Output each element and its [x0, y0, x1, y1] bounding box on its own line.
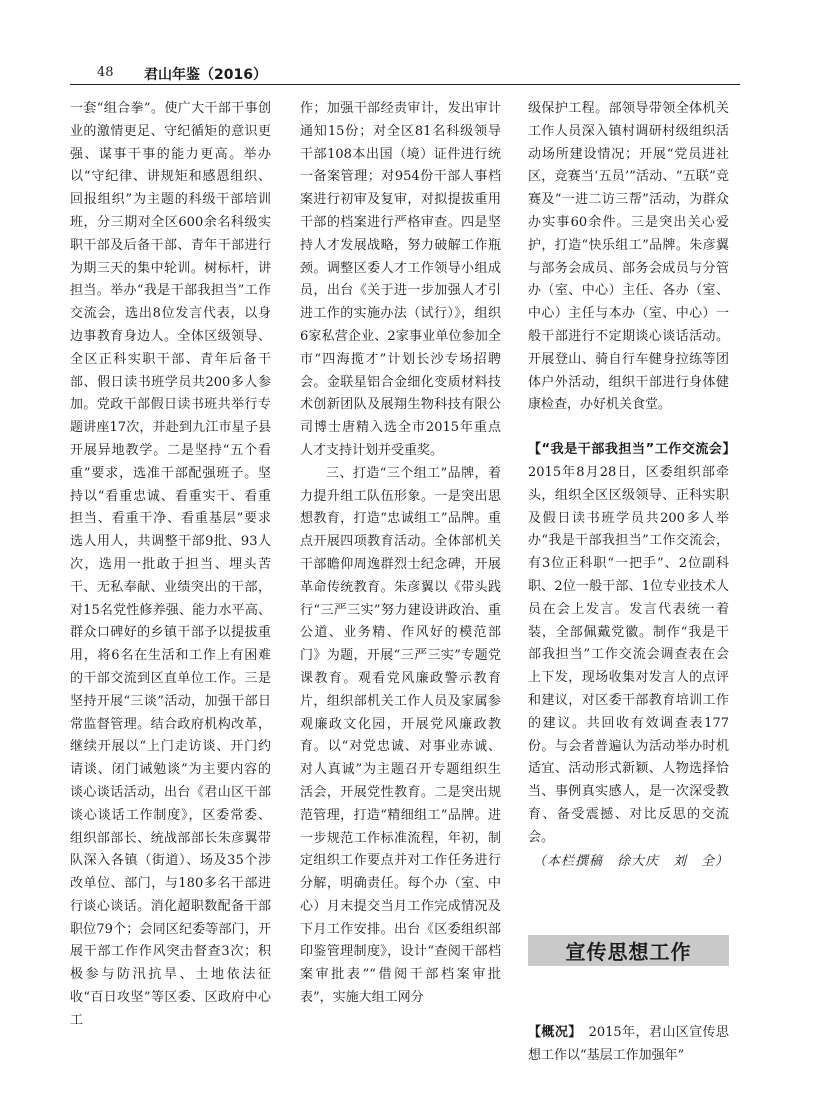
exchange-meeting-text: 2015年8月28日，区委组织部牵头，组织全区区级领导、正科实职及假日读书班学员共200多人举办“我是干部我担当”工作交流会，有3位正科职“一把手”、2位副科职、2位一般干部、1位专业技术人员在会上发言。发言代表统一着装，全部佩戴党徽。制作“我是干部我担当”工作交流会调查表在会上下发，现场收集对发言人的点评和建议，对区委干部教育培训工作的建议。共回收有效调查表177份。与会者普遍认为活动举办时机适宜、活动形式新颖、人物选择恰当、事例真实感人，是一次深受教育、备受震撼、对比反思的交流会。: [528, 464, 729, 845]
page-header: [70, 64, 740, 86]
column-2-paragraph-2: 三、打造“三个组工”品牌，着力提升组工队伍形象。一是突出思想教育，打造“忠诚组工”品牌。重点开展四项教育活动。全体部机关干部瞻仰周逸群烈士纪念碑，开展革命传统教育。朱彦翼以《带头践行“三严三实”努力建设讲政治、重公道、业务精、作风好的模范部门》为题，开展“三严三实”专题党课教育。观看党风廉政警示教育片，组织部机关工作人员及家属参观廉政文化园，开展党风廉政教育。以“对党忠诚、对事业赤诚、对人真诚”为主题召开专题组织生活会，开展党性教育。二是突出规范管理，打造“精细组工”品牌。进一步规范工作标准流程，年初，制定组织工作要点并对工作任务进行分解，明确责任。每个办（室、中心）月末提交当月工作完成情况及下月工作安排。出台《区委组织部印鉴管理制度》，设计“查阅干部档案审批表”“借阅干部档案审批表”，实施大组工网分: [300, 465, 501, 1006]
header-rule: [70, 84, 740, 85]
overview-text: 2015年，君山区宣传思想工作以“基层工作加强年”: [528, 1025, 729, 1063]
column-2: [300, 98, 501, 1010]
section-heading: 宣传思想工作: [528, 935, 729, 966]
exchange-meeting-tag: 【“我是干部我担当”工作交流会】: [528, 442, 729, 458]
column-2-paragraph-1: 作；加强干部经责审计，发出审计通知15份；对全区81名科级领导干部108本出国（境）证件进行统一备案管理；对954份干部人事档案进行初审及复审，对拟提拔重用干部的档案进行严格审查。四是坚持人才发展战略，努力破解工作瓶颈。调整区委人才工作领导小组成员，出台《关于进一步加强人才引进工作的实施办法（试行）》，组织6家私营企业、2家事业单位参加全市“四海揽才”计划长沙专场招聘会。金联星铝合金细化变质材料技术创新团队及展翔生物科技有限公司博士唐精入选全市2015年重点人才支持计划并受重奖。: [300, 101, 501, 458]
book-title: 君山年鉴（2016）: [144, 67, 267, 83]
column-1-text: 一套“组合拳”。使广大干部干事创业的激情更足、守纪循矩的意识更强、谋事干事的能力更高。举办以“守纪律、讲规矩和感恩组织、回报组织”为主题的科级干部培训班，分三期对全区600余名科级实职干部及后备干部、青年干部进行为期三天的集中轮训。树标杆，讲担当。举办“我是干部我担当”工作交流会，选出8位发言代表，以身边事教育身边人。全体区级领导、全区正科实职干部、青年后备干部、假日读书班学员共200多人参加。党政干部假日读书班共举行专题讲座17次，并赴到九江市星子县开展异地教学。二是坚持“五个看重”要求，选准干部配强班子。坚持以“看重忠诚、看重实干、看重担当、看重干净、看重基层”要求选人用人，共调整干部9批、93人次，选用一批敢于担当、埋头苦干、无私奉献、业绩突出的干部，对15名党性修养强、能力水平高、群众口碑好的乡镇干部予以提拔重用，将6名在生活和工作上有困难的干部交流到区直单位工作。三是坚持开展“三谈”活动，加强干部日常监督管理。结合政府机构改革，继续开展以“上门走访谈、开门约请谈、闭门诫勉谈”为主要内容的谈心谈话活动，出台《君山区干部谈心谈话工作制度》，区委常委、组织部部长、统战部部长朱彦翼带队深入各镇（街道）、场及35个涉改单位、部门，与180多名干部进行谈心谈话。消化超职数配备干部职位79个；会同区纪委等部门，开展干部工作作风突击督查3次；积极参与防汛抗旱、土地依法征收“百日攻坚”等区委、区政府中心工: [70, 101, 271, 1028]
column-3-paragraph-1: 级保护工程。部领导带领全体机关工作人员深入镇村调研村级组织活动场所建设情况；开展“党员进社区，竞赛当‘五员’”活动、“五联”竞赛及“一进二访三帮”活动，为群众办实事60余件。三是突出关心爱护，打造“快乐组工”品牌。朱彦翼与部务会成员、部务会成员与分管办（室、中心）主任、各办（室、中心）主任与本办（室、中心）一般干部进行不定期谈心谈话活动。开展登山、骑自行车健身拉练等团体户外活动，组织干部进行身体健康检查，办好机关食堂。: [528, 101, 729, 413]
page-number: 48: [97, 65, 114, 80]
spacer: [528, 417, 729, 439]
overview-tag: 【概况】: [528, 1025, 576, 1040]
column-3: [528, 98, 729, 873]
column-3-lower: [528, 1022, 729, 1068]
byline: （本栏撰稿 徐大庆 刘 全）: [532, 853, 729, 869]
column-1: [70, 98, 271, 1033]
exchange-meeting-entry: [528, 439, 729, 849]
overview-entry: [528, 1022, 729, 1068]
